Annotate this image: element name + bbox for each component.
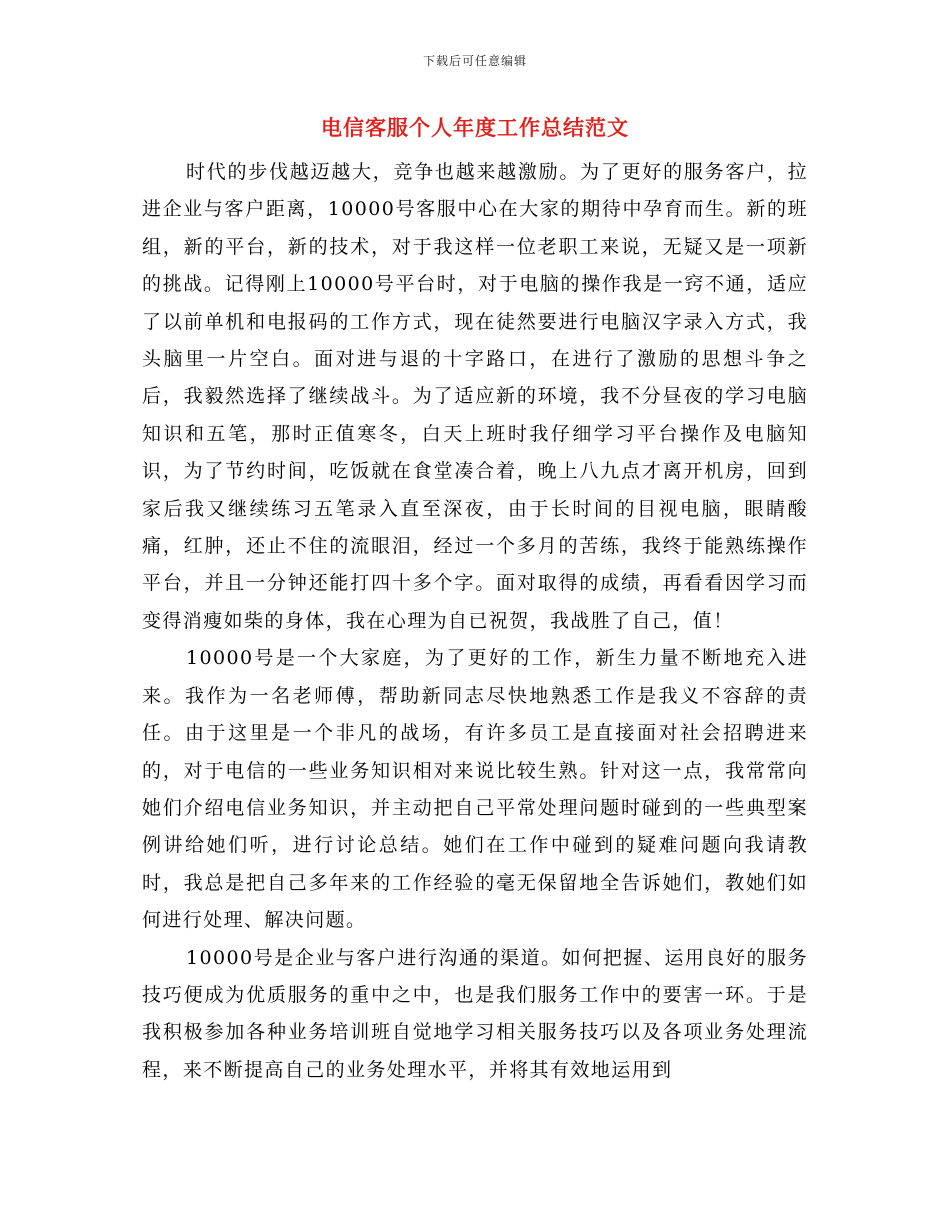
header-note: 下载后可任意编辑 (422, 54, 527, 68)
paragraph: 时代的步伐越迈越大，竞争也越来越激励。为了更好的服务客户，拉进企业与客户距离，10000号客服中心在大家的期待中孕育而生。新的班组，新的平台，新的技术，对于我这样一位老职工来说，无疑又是一项新的挑战。记得刚上10000号平台时，对于电脑的操作我是一窍不通，适应了以前单机和电报码的工作方式，现在徒然要进行电脑汉字录入方式，我头脑里一片空白。面对进与退的十字路口，在进行了激励的思想斗争之后，我毅然选择了继续战斗。为了适应新的环境，我不分昼夜的学习电脑知识和五笔，那时正值寒冬，白天上班时我仔细学习平台操作及电脑知识，为了节约时间，吃饭就在食堂凑合着，晚上八九点才离开机房，回到家后我又继续练习五笔录入直至深夜，由于长时间的目视电脑，眼睛酸痛，红肿，还止不住的流眼泪，经过一个多月的苦练，我终于能熟练操作平台，并且一分钟还能打四十多个字。面对取得的成绩，再看看因学习而变得消瘦如柴的身体，我在心理为自已祝贺，我战胜了自己，值！ (142, 161, 808, 632)
document-title: 电信客服个人年度工作总结范文 (321, 116, 629, 140)
paragraph: 10000号是企业与客户进行沟通的渠道。如何把握、运用良好的服务技巧便成为优质服务的重中之中，也是我们服务工作中的要害一环。于是我积极参加各种业务培训班自觉地学习相关服务技巧以及各项业务处理流程，来不断提高自己的业务处理水平，并将其有效地运用到 (142, 946, 808, 1081)
document-body (142, 154, 808, 1089)
paragraph: 10000号是一个大家庭，为了更好的工作，新生力量不断地充入进来。我作为一名老师傅，帮助新同志尽快地熟悉工作是我义不容辞的责任。由于这里是一个非凡的战场，有许多员工是直接面对社会招聘进来的，对于电信的一些业务知识相对来说比较生熟。针对这一点，我常常向她们介绍电信业务知识，并主动把自己平常处理问题时碰到的一些典型案例讲给她们听，进行讨论总结。她们在工作中碰到的疑难问题向我请教时，我总是把自己多年来的工作经验的毫无保留地全告诉她们，教她们如何进行处理、解决问题。 (142, 647, 808, 932)
